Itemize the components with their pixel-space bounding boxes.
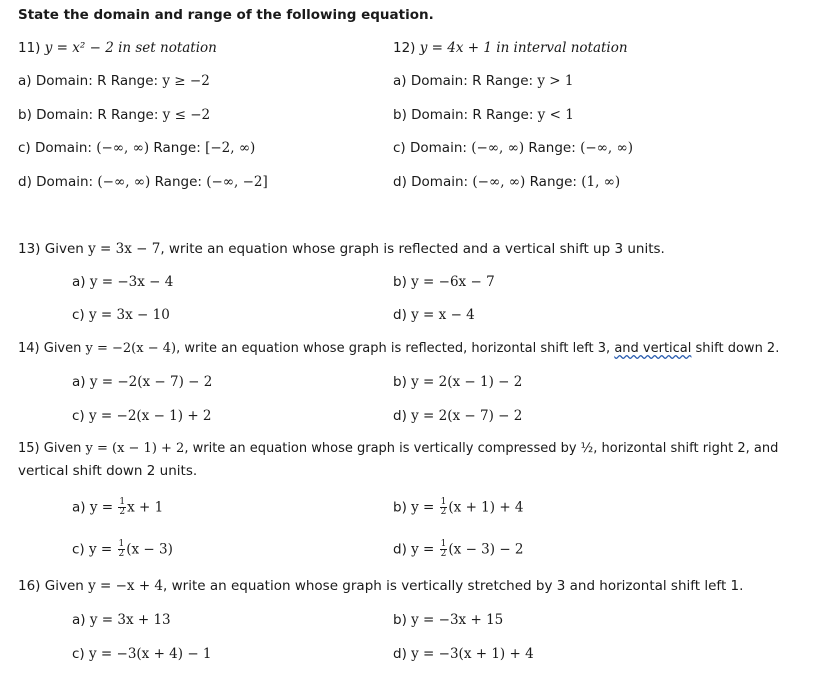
option-letter: a)	[72, 274, 90, 290]
q13-option-a	[72, 273, 173, 291]
option-math: y ≤ −2	[162, 107, 211, 123]
q11-option-a	[18, 72, 210, 90]
option-math: y = −2(x − 7) − 2	[89, 374, 213, 390]
option-letter: a)	[72, 499, 90, 516]
option-letter: a)	[72, 612, 90, 628]
option-math: y = −3(x + 4) − 1	[88, 646, 212, 662]
option-math: y = 2(x − 7) − 2	[411, 408, 523, 424]
option-math: (−∞, ∞)	[580, 140, 633, 156]
spellcheck-underlined-text: and vertical	[614, 341, 692, 356]
q14-option-b	[393, 373, 522, 391]
q12-option-d	[393, 173, 620, 191]
prompt-math: y = −x + 4	[88, 578, 164, 594]
q14-prompt	[18, 340, 779, 358]
option-text: Domain: R Range:	[411, 107, 538, 123]
option-letter: c)	[18, 140, 35, 156]
q15-option-a	[72, 498, 163, 517]
fraction	[118, 498, 126, 517]
prompt-math: y = −2(x − 4)	[85, 341, 177, 356]
option-letter: b)	[393, 374, 412, 390]
option-letter: d)	[18, 174, 37, 190]
option-letter: a)	[393, 73, 411, 89]
q16-option-d	[393, 645, 534, 663]
prompt-text: , write an equation whose graph is vertically compressed by ½, horizontal shift right 2, and	[184, 441, 779, 456]
q11-option-d	[18, 173, 268, 191]
option-text: Range:	[150, 174, 207, 190]
option-letter: c)	[72, 541, 89, 558]
option-text: Domain:	[36, 174, 98, 190]
fraction-denominator: 2	[118, 549, 125, 559]
option-math: (−∞, ∞)	[472, 174, 526, 190]
option-letter: a)	[18, 73, 36, 89]
option-text: Range:	[524, 140, 581, 156]
q13-prompt	[18, 240, 665, 258]
prompt-text: , write an equation whose graph is reflected, horizontal shift left 3,	[176, 341, 615, 356]
option-letter: c)	[72, 408, 89, 424]
fraction-numerator: 1	[440, 497, 447, 507]
q15-option-d	[393, 540, 524, 559]
option-math: y = −3x + 15	[411, 612, 504, 628]
fraction-numerator: 1	[119, 497, 126, 507]
q11-option-b	[18, 106, 210, 124]
option-letter: d)	[393, 408, 412, 424]
option-letter: d)	[393, 174, 412, 190]
option-math: y > 1	[537, 73, 574, 89]
option-math: y =	[411, 499, 439, 516]
option-math: [−2, ∞)	[205, 140, 256, 156]
q11-header	[18, 39, 217, 57]
option-math: (−∞, ∞)	[471, 140, 525, 156]
option-math: (x + 1) + 4	[448, 499, 524, 516]
option-letter: c)	[72, 646, 89, 662]
q12-option-c	[393, 139, 633, 157]
option-math: y = −6x − 7	[411, 274, 495, 290]
option-math: (−∞, ∞)	[96, 140, 150, 156]
q11-equation: y = x² − 2 in set notation	[44, 40, 217, 56]
option-math: (−∞, −2]	[206, 174, 268, 190]
option-math: y = 3x − 10	[88, 307, 170, 323]
option-math: y =	[88, 541, 117, 558]
prompt-math: y = (x − 1) + 2	[85, 441, 185, 456]
fraction-numerator: 1	[118, 539, 125, 549]
option-text: Domain: R Range:	[410, 73, 538, 89]
q12-equation: y = 4x + 1 in interval notation	[419, 40, 628, 56]
q15-option-c	[72, 540, 173, 559]
q16-option-a	[72, 611, 171, 629]
prompt-text: , write an equation whose graph is reflected and a vertical shift up 3 units.	[160, 241, 665, 257]
q12-header	[393, 39, 628, 57]
prompt-text: shift down 2.	[691, 341, 780, 356]
option-math: (1, ∞)	[581, 174, 621, 190]
q13-option-b	[393, 273, 495, 291]
q14-option-c	[72, 407, 212, 425]
option-math: (x − 3) − 2	[448, 541, 524, 558]
fraction	[440, 498, 448, 517]
q16-option-b	[393, 611, 503, 629]
option-letter: d)	[393, 541, 412, 558]
q12-option-a	[393, 72, 574, 90]
option-math: (−∞, ∞)	[97, 174, 151, 190]
option-text: Range:	[525, 174, 582, 190]
option-letter: b)	[393, 274, 412, 290]
option-math: x + 1	[127, 499, 164, 516]
option-math: y = 2(x − 1) − 2	[411, 374, 523, 390]
option-letter: c)	[72, 307, 89, 323]
q13-option-c	[72, 306, 170, 324]
option-text: Range:	[149, 140, 206, 156]
q13-option-d	[393, 306, 475, 324]
fraction-denominator: 2	[119, 507, 126, 517]
q14-option-d	[393, 407, 522, 425]
prompt-text: 13) Given	[18, 241, 89, 257]
q15-prompt-line2: vertical shift down 2 units.	[18, 463, 198, 479]
option-text: Domain:	[34, 140, 97, 156]
option-letter: b)	[393, 107, 412, 123]
option-math: y =	[411, 541, 439, 558]
q16-prompt	[18, 577, 743, 595]
option-math: y < 1	[537, 107, 574, 123]
option-letter: c)	[393, 140, 410, 156]
option-math: y = −2(x − 1) + 2	[88, 408, 212, 424]
option-letter: d)	[393, 646, 412, 662]
prompt-text: 14) Given	[18, 341, 86, 356]
fraction-numerator: 1	[440, 539, 447, 549]
q12-option-b	[393, 106, 574, 124]
prompt-math: y = 3x − 7	[88, 241, 161, 257]
fraction-denominator: 2	[440, 507, 447, 517]
option-math: y = x − 4	[411, 307, 475, 323]
option-letter: b)	[393, 499, 412, 516]
prompt-text: , write an equation whose graph is vertically stretched by 3 and horizontal shift left 1.	[163, 578, 744, 594]
option-letter: b)	[393, 612, 412, 628]
option-math: y = −3x − 4	[89, 274, 174, 290]
option-letter: b)	[18, 107, 37, 123]
option-letter: d)	[393, 307, 412, 323]
option-math: (x − 3)	[126, 541, 173, 558]
q11-label: 11)	[18, 40, 45, 56]
worksheet-title: State the domain and range of the following equation.	[18, 7, 434, 23]
option-letter: a)	[72, 374, 90, 390]
fraction	[440, 540, 448, 559]
option-math: y = 3x + 13	[89, 612, 171, 628]
fraction	[118, 540, 126, 559]
option-math: y = −3(x + 1) + 4	[411, 646, 534, 662]
q15-option-b	[393, 498, 524, 517]
option-math: y =	[89, 499, 118, 516]
prompt-text: 16) Given	[18, 578, 89, 594]
q12-label: 12)	[393, 40, 420, 56]
fraction-denominator: 2	[440, 549, 447, 559]
q15-prompt	[18, 440, 778, 458]
option-math: y ≥ −2	[162, 73, 210, 89]
q16-option-c	[72, 645, 212, 663]
option-text: Domain:	[411, 174, 473, 190]
option-text: Domain: R Range:	[35, 73, 163, 89]
option-text: Domain:	[409, 140, 472, 156]
q14-option-a	[72, 373, 212, 391]
option-text: Domain: R Range:	[36, 107, 163, 123]
prompt-text: 15) Given	[18, 441, 86, 456]
q11-option-c	[18, 139, 255, 157]
